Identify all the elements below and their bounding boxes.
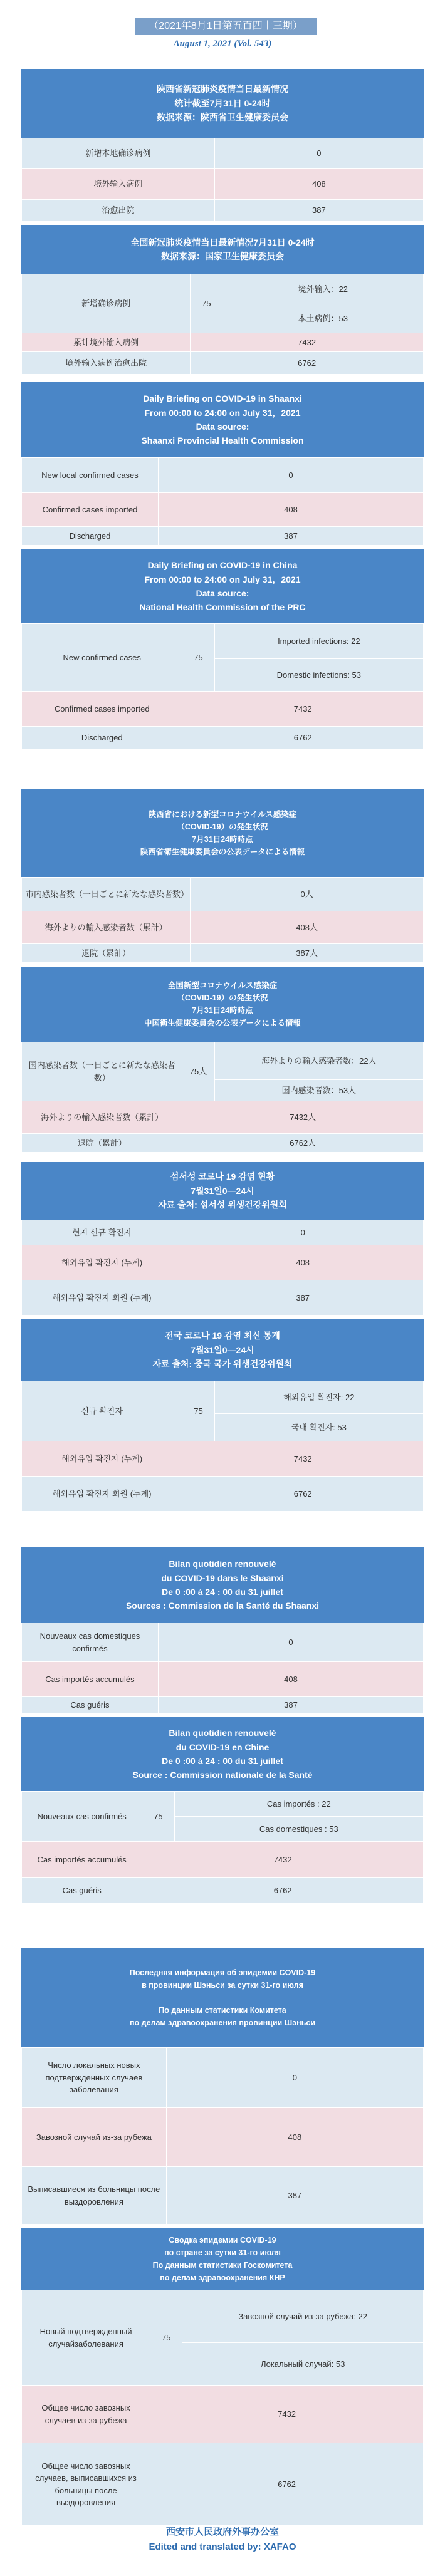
ko-national-period: 7월31일0—24시 — [191, 1344, 254, 1355]
en-local-table — [21, 457, 424, 546]
ru-local-period: в провинции Шэньси за сутки 31-го июля — [142, 1981, 303, 1990]
cn-national-table — [21, 274, 424, 375]
row-label: Число локальных новых подтвержденных случаев заболевания — [22, 2048, 167, 2108]
fr-national-header — [21, 1717, 424, 1791]
footer-org: 西安市人民政府外事办公室 — [165, 2526, 279, 2537]
ja-national-period: 7月31日24時時点 — [192, 1006, 253, 1015]
ko-local-period: 7월31일0—24시 — [191, 1185, 254, 1196]
table-row — [22, 2443, 424, 2526]
row-value: 408 — [182, 1245, 424, 1280]
row-label: Nouveaux cas domestiques confirmés — [22, 1623, 159, 1662]
row-value: 408 — [214, 169, 423, 200]
domestic-count: 국내 확진자: 53 — [214, 1414, 423, 1441]
en-local-source: Shaanxi Provincial Health Commission — [141, 435, 304, 446]
table-row — [22, 1441, 424, 1477]
section-fr — [21, 1547, 424, 1903]
fr-local-table — [21, 1623, 424, 1713]
fr-local-header — [21, 1547, 424, 1623]
table-row — [22, 2167, 424, 2225]
en-national-header — [21, 549, 424, 623]
row-value: 75 — [182, 624, 214, 692]
cn-local-source: 数据来源：陕西省卫生健康委员会 — [157, 112, 288, 123]
ja-national-table — [21, 1042, 424, 1153]
row-label: 新增本地确诊病例 — [22, 138, 215, 169]
table-row — [22, 1220, 424, 1245]
fr-local-subtitle: du COVID-19 dans le Shaanxi — [161, 1572, 284, 1583]
row-value: 408 — [158, 1662, 423, 1697]
table-row — [22, 1842, 424, 1878]
row-label: 海外よりの輸入感染者数（累計） — [22, 911, 191, 944]
row-label: New local confirmed cases — [22, 458, 159, 493]
ru-local-source-line2: по делам здравоохранения провинции Шэньси — [129, 2018, 315, 2027]
en-local-header — [21, 382, 424, 457]
ja-national-source: 中国衛生健康委員会の公表データによる情報 — [144, 1019, 301, 1027]
ru-local-title: Последняя информация об эпидемии COVID-19 — [129, 1968, 316, 1977]
row-label: Confirmed cases imported — [22, 493, 159, 527]
table-row — [22, 2048, 424, 2108]
row-label: Discharged — [22, 727, 182, 749]
en-local-period: From 00:00 to 24:00 on July 31，2021 — [144, 407, 301, 418]
table-row — [22, 527, 424, 546]
cn-local-period: 统计截至7月31日 0-24时 — [174, 98, 271, 108]
row-label: Завозной случай из-за рубежа — [22, 2108, 167, 2167]
row-value: 7432 — [142, 1842, 424, 1878]
row-label: 市内感染者数（一日ごとに新たな感染者数） — [22, 878, 191, 911]
en-local-title: Daily Briefing on COVID-19 in Shaanxi — [143, 393, 302, 404]
section-cn — [21, 69, 424, 375]
row-value: 75 — [150, 2290, 182, 2386]
imported-count: 海外よりの輸入感染者数：22人 — [214, 1042, 423, 1080]
row-value: 387 — [166, 2167, 423, 2225]
ko-local-source: 자료 출처: 섬서성 위생건강위원회 — [158, 1200, 287, 1210]
ru-national-title: Сводка эпидемии COVID-19 — [169, 2236, 276, 2245]
ru-national-header — [21, 2228, 424, 2290]
ru-national-source-line2: по делам здравоохранения КНР — [160, 2273, 285, 2282]
row-value: 387 — [182, 1280, 424, 1316]
row-label: Discharged — [22, 527, 159, 546]
ru-local-source-line1: По данным статистики Комитета — [159, 2006, 286, 2015]
cn-local-title: 陕西省新冠肺炎疫情当日最新情况 — [157, 84, 288, 95]
table-row — [22, 944, 424, 963]
row-value: 6762 — [191, 352, 424, 375]
section-ja — [21, 789, 424, 1153]
row-label: New confirmed cases — [22, 624, 182, 692]
table-row — [22, 200, 424, 221]
section-ru — [21, 1948, 424, 2526]
domestic-count: 本土病例：53 — [223, 304, 424, 333]
en-local-source-label: Data source: — [196, 422, 249, 432]
fr-national-title: Bilan quotidien renouvelé — [169, 1728, 276, 1738]
row-label: Cas importés accumulés — [22, 1842, 142, 1878]
row-label: 退院（累計） — [22, 1134, 182, 1153]
table-row — [22, 1623, 424, 1662]
cn-national-header — [21, 225, 424, 274]
row-label: 해외유입 확진자 회원 (누계) — [22, 1280, 182, 1316]
row-label: Общее число завозных случаев из-за рубежа — [22, 2386, 150, 2443]
cn-national-title: 全国新冠肺炎疫情当日最新情况7月31日 0-24时 — [130, 237, 315, 247]
row-value: 0 — [158, 458, 423, 493]
ru-national-source-line1: По данным статистики Госкомитета — [152, 2261, 293, 2270]
cn-local-header — [21, 69, 424, 138]
table-row — [22, 692, 424, 727]
en-national-table — [21, 623, 424, 749]
footer-credit: Edited and translated by: XAFAO — [149, 2542, 296, 2552]
row-value: 7432 — [182, 1441, 424, 1477]
row-label: 해외유입 확진자 (누계) — [22, 1245, 182, 1280]
imported-count: Cas importés : 22 — [174, 1792, 423, 1817]
table-row — [22, 333, 424, 352]
row-label: Cas importés accumulés — [22, 1662, 159, 1697]
row-label: 累计境外输入病例 — [22, 333, 191, 352]
row-value: 0 — [214, 138, 423, 169]
domestic-count: Cas domestiques : 53 — [174, 1817, 423, 1842]
row-value: 387 — [214, 200, 423, 221]
row-label: 해외유입 확진자 회원 (누계) — [22, 1477, 182, 1512]
ja-local-subtitle: （COVID-19）の発生状況 — [177, 823, 268, 831]
table-row — [22, 911, 424, 944]
ko-national-title: 전국 코로나 19 감염 최신 통계 — [165, 1331, 280, 1341]
table-row — [22, 274, 424, 304]
row-value: 387 — [158, 527, 423, 546]
table-row — [22, 2290, 424, 2343]
table-row — [22, 1878, 424, 1903]
table-row — [22, 624, 424, 659]
row-label: Confirmed cases imported — [22, 692, 182, 727]
masthead — [0, 0, 445, 63]
issue-date-en: August 1, 2021 (Vol. 543) — [173, 39, 272, 49]
row-label: 해외유입 확진자 (누계) — [22, 1441, 182, 1477]
row-label: Cas guéris — [22, 1878, 142, 1903]
row-value: 75 — [191, 274, 223, 333]
table-row — [22, 138, 424, 169]
imported-count: 境外输入：22 — [223, 274, 424, 304]
row-label: Общее число завозных случаев, выписавшихся из больницы после выздоровления — [22, 2443, 150, 2526]
ko-national-table — [21, 1381, 424, 1512]
ru-national-table — [21, 2290, 424, 2526]
table-row — [22, 493, 424, 527]
row-value: 6762 — [150, 2443, 424, 2526]
table-row — [22, 1134, 424, 1153]
ru-local-header — [21, 1948, 424, 2047]
ru-local-spacer — [34, 1992, 411, 2004]
row-label: 境外输入病例治愈出院 — [22, 352, 191, 375]
ja-national-title: 全国新型コロナウイルス感染症 — [167, 981, 278, 990]
table-row — [22, 1697, 424, 1713]
row-label: 境外输入病例 — [22, 169, 215, 200]
row-label: 治愈出院 — [22, 200, 215, 221]
row-value: 387人 — [191, 944, 424, 963]
table-row — [22, 878, 424, 911]
table-row — [22, 1477, 424, 1512]
ja-national-header — [21, 967, 424, 1042]
fr-local-title: Bilan quotidien renouvelé — [169, 1559, 276, 1569]
fr-national-period: De 0 :00 à 24 : 00 du 31 juillet — [162, 1756, 283, 1766]
ja-local-table — [21, 877, 424, 963]
row-value: 6762 — [142, 1878, 424, 1903]
row-value: 0 — [158, 1623, 423, 1662]
row-label: 新增确诊病例 — [22, 274, 191, 333]
row-label: Nouveaux cas confirmés — [22, 1792, 142, 1842]
ja-local-title: 陕西省における新型コロナウイルス感染症 — [148, 810, 297, 819]
row-label: 신규 확진자 — [22, 1381, 182, 1441]
table-row — [22, 1280, 424, 1316]
en-national-source: National Health Commission of the PRC — [139, 602, 306, 613]
domestic-count: Domestic infections: 53 — [214, 659, 423, 692]
row-value: 75 — [142, 1792, 174, 1842]
row-label: 현지 신규 확진자 — [22, 1220, 182, 1245]
row-value: 75 — [182, 1381, 214, 1441]
row-value: 6762 — [182, 1477, 424, 1512]
ja-local-period: 7月31日24時時点 — [192, 835, 253, 844]
cn-national-source: 数据来源：国家卫生健康委员会 — [161, 251, 284, 261]
table-row — [22, 458, 424, 493]
table-row — [22, 1101, 424, 1134]
issue-date-cn: （2021年8月1日第五百四十三期） — [135, 18, 317, 35]
cn-local-table — [21, 138, 424, 221]
row-value: 7432 — [182, 692, 424, 727]
table-row — [22, 727, 424, 749]
table-row — [22, 1662, 424, 1697]
row-label: 退院（累計） — [22, 944, 191, 963]
imported-count: Завозной случай из-за рубежа: 22 — [182, 2290, 424, 2343]
table-row — [22, 169, 424, 200]
row-value: 387 — [158, 1697, 423, 1713]
table-row — [22, 352, 424, 375]
ja-local-source: 陕西省衛生健康委員会の公表データによる情報 — [140, 848, 305, 856]
row-value: 0人 — [191, 878, 424, 911]
en-national-source-label: Data source: — [196, 588, 249, 598]
table-row — [22, 1381, 424, 1414]
row-value: 408人 — [191, 911, 424, 944]
imported-count: Imported infections: 22 — [214, 624, 423, 659]
row-value: 6762人 — [182, 1134, 424, 1153]
row-value: 408 — [158, 493, 423, 527]
row-value: 75人 — [182, 1042, 214, 1101]
row-label: 国内感染者数（一日ごとに新たな感染者数） — [22, 1042, 182, 1101]
table-row — [22, 1042, 424, 1080]
row-value: 7432 — [150, 2386, 424, 2443]
row-value: 408 — [166, 2108, 423, 2167]
row-label: Выписавшиеся из больницы после выздоровления — [22, 2167, 167, 2225]
domestic-count: 国内感染者数：53人 — [214, 1080, 423, 1101]
row-value: 7432 — [191, 333, 424, 352]
table-row — [22, 1792, 424, 1817]
table-row — [22, 2108, 424, 2167]
fr-national-source: Source : Commission nationale de la Santé — [132, 1770, 313, 1780]
en-national-title: Daily Briefing on COVID-19 in China — [147, 560, 298, 571]
ko-national-header — [21, 1319, 424, 1381]
fr-local-period: De 0 :00 à 24 : 00 du 31 juillet — [162, 1587, 283, 1597]
row-value: 6762 — [182, 727, 424, 749]
row-label: 海外よりの輸入感染者数（累計） — [22, 1101, 182, 1134]
ko-local-title: 섬서성 코로나 19 감염 현황 — [170, 1171, 275, 1182]
row-value: 7432人 — [182, 1101, 424, 1134]
section-en — [21, 382, 424, 749]
ko-local-header — [21, 1162, 424, 1220]
ru-national-period: по стране за сутки 31-го июля — [164, 2248, 281, 2257]
row-label: Новый подтвержденный случайзаболевания — [22, 2290, 150, 2386]
row-value: 0 — [182, 1220, 424, 1245]
en-national-period: From 00:00 to 24:00 on July 31，2021 — [144, 574, 301, 584]
ru-local-table — [21, 2047, 424, 2225]
row-label: Cas guéris — [22, 1697, 159, 1713]
fr-national-table — [21, 1791, 424, 1903]
ja-local-header — [21, 789, 424, 877]
ko-local-table — [21, 1220, 424, 1316]
ja-national-subtitle: （COVID-19）の発生状況 — [177, 994, 268, 1002]
row-value: 0 — [166, 2048, 423, 2108]
table-row — [22, 1245, 424, 1280]
footer — [0, 2525, 445, 2552]
fr-local-source: Sources : Commission de la Santé du Shaanxi — [125, 1601, 320, 1611]
table-row — [22, 2386, 424, 2443]
fr-national-subtitle: du COVID-19 en Chine — [175, 1742, 270, 1752]
imported-count: 해외유입 확진자: 22 — [214, 1381, 423, 1414]
domestic-count: Локальный случай: 53 — [182, 2343, 424, 2386]
ko-national-source: 자료 출처: 중국 국가 위생건강위원회 — [152, 1359, 293, 1369]
section-ko — [21, 1162, 424, 1512]
